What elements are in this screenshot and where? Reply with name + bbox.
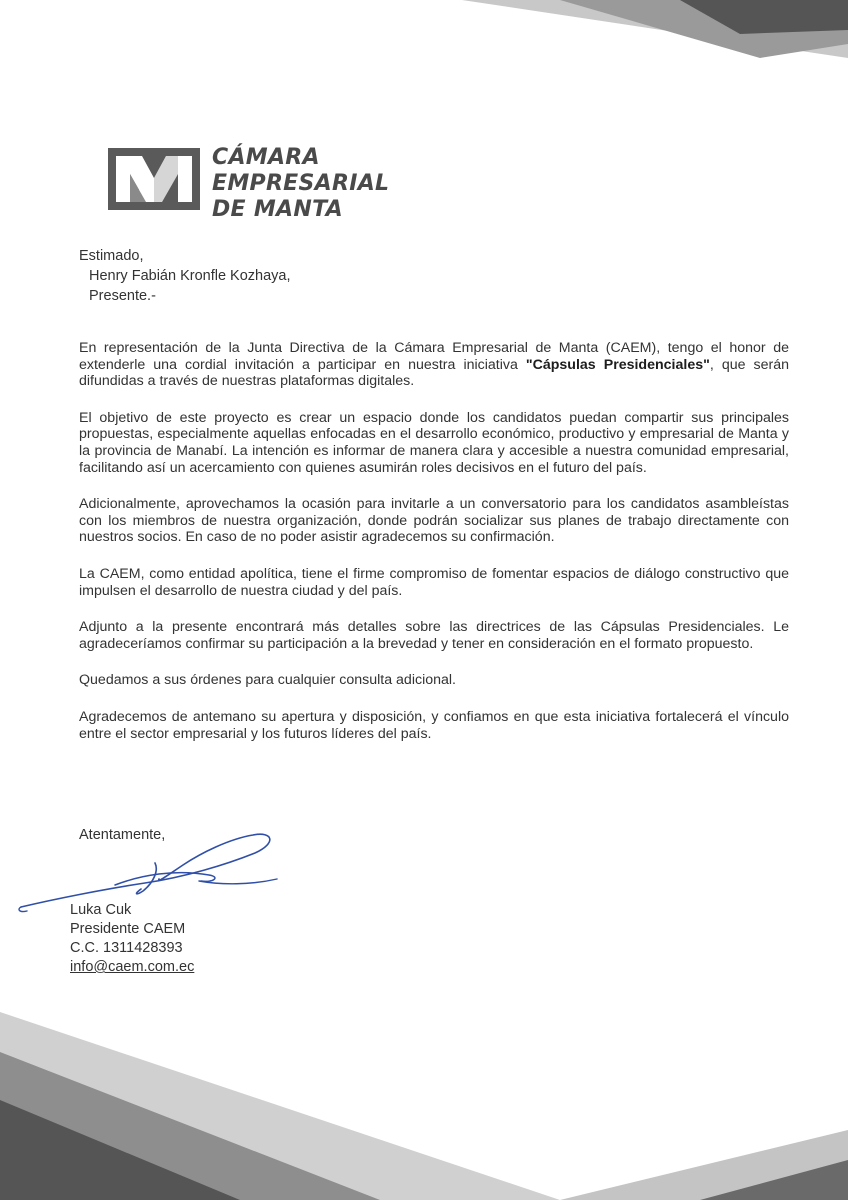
greeting: Estimado, [79, 248, 144, 264]
logo-line-2: EMPRESARIAL [212, 171, 390, 196]
paragraph-invitation [79, 340, 789, 390]
caem-logo-wordmark [212, 145, 389, 223]
closing-line: Atentamente, [79, 827, 166, 843]
initiative-name: "Cápsulas Presidenciales" [525, 356, 710, 373]
recipient-name: Henry Fabián Kronfle Kozhaya, [89, 268, 291, 284]
signer-email-link[interactable]: info@caem.com.ec [70, 959, 195, 975]
p1-text-start: En representación de la Junta Directiva de la Cámara Empresarial de Manta (CAEM), tengo el honor de extenderle una cordial invitación a participar en nuestra iniciativa [79, 340, 789, 373]
paragraph-apolitical: La CAEM, como entidad apolítica, tiene el firme compromiso de fomentar espacios de diálogo constructivo que impulsen el desarrollo de nuestra ciudad y del país. [79, 565, 789, 599]
logo-line-1: CÁMARA [212, 145, 320, 170]
paragraph-attachment: Adjunto a la presente encontrará más detalles sobre las directrices de las Cápsulas Presidenciales. Le agradeceríamos confirmar su participación a la brevedad y tener en consideración en el formato propuesto. [79, 619, 789, 652]
recipient-presente: Presente.- [89, 288, 156, 304]
signer-block [70, 901, 194, 977]
caem-logo-icon [108, 148, 200, 210]
p1-text-end: , que serán difundidas a través de nuestras plataformas digitales. [79, 356, 790, 390]
paragraph-thanks: Agradecemos de antemano su apertura y disposición, y confiamos en que esta iniciativa fortalecerá el vínculo entre el sector empresarial y los futuros líderes del país. [79, 708, 789, 742]
signer-name: Luka Cuk [70, 902, 132, 918]
paragraph-conversatorio: Adicionalmente, aprovechamos la ocasión para invitarle a un conversatorio para los candidatos asambleístas con los miembros de nuestra organización, donde podrán socializar sus planes de trabajo directamente con nuestros socios. En caso de no poder asistir agradecemos su confirmación. [79, 496, 789, 546]
signer-title: Presidente CAEM [70, 921, 186, 937]
signer-id: C.C. 1311428393 [70, 940, 183, 956]
paragraph-orders: Quedamos a sus órdenes para cualquier consulta adicional. [79, 672, 456, 689]
letter-body [79, 340, 789, 762]
paragraph-objective: El objetivo de este proyecto es crear un espacio donde los candidatos puedan compartir sus principales propuestas, especialmente aquellas enfocadas en el desarrollo económico, productivo y empresarial de Manta y la provincia de Manabí. La intención es informar de manera clara y accesible a nuestra comunidad empresarial, facilitando así un acercamiento con quienes asumirán roles decisivos en el futuro del país. [79, 409, 789, 476]
salutation-block [79, 246, 291, 306]
logo-line-3: DE MANTA [212, 197, 344, 222]
